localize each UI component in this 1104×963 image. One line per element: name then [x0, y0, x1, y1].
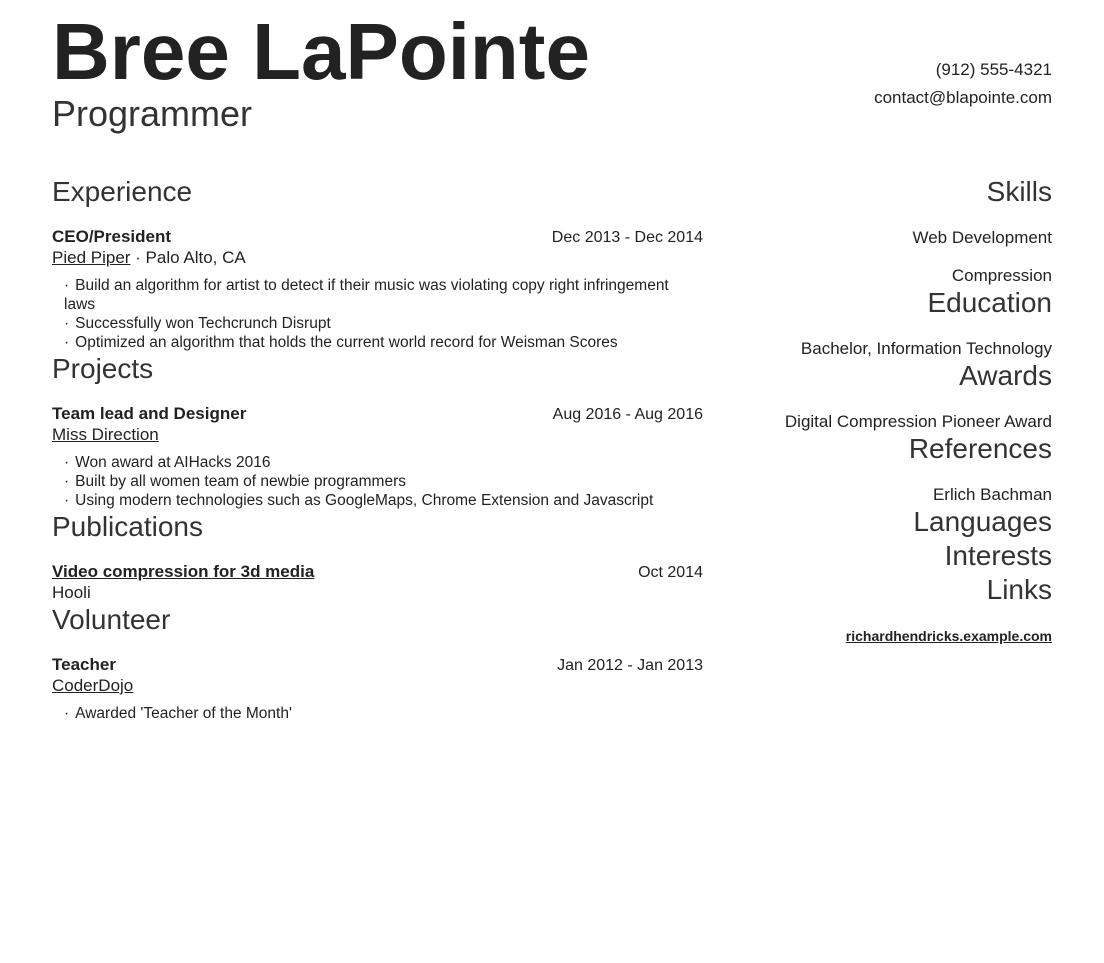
education-item: Bachelor, Information Technology [800, 339, 1052, 358]
entry-subtitle [52, 425, 703, 445]
section-volunteer [52, 603, 703, 723]
contact-block [874, 56, 1052, 112]
skills-section-title: Skills [986, 176, 1052, 207]
awards-section-title: Awards [959, 360, 1052, 391]
person-name: Bree LaPointe [52, 7, 590, 96]
person-role: Programmer [52, 93, 253, 134]
reference-item: Erlich Bachman [932, 485, 1052, 504]
skill-item: Compression [951, 266, 1052, 285]
entry-header [52, 655, 703, 676]
bullet-list [52, 704, 703, 723]
projects-section-title: Projects [52, 353, 154, 384]
content-columns [52, 175, 1052, 723]
bullet-item: · Using modern technologies such as GoogleMaps, Chrome Extension and Javascript [64, 491, 703, 510]
entry-date: Aug 2016 - Aug 2016 [552, 406, 703, 423]
section-skills [703, 175, 1052, 286]
section-references [703, 432, 1052, 505]
entry-header [52, 404, 703, 425]
entry-title: Team lead and Designer [52, 404, 247, 423]
section-education [703, 286, 1052, 359]
bullet-list [52, 453, 703, 510]
header [52, 7, 1052, 134]
section-projects [52, 352, 703, 510]
external-link[interactable]: richardhendricks.example.com [845, 628, 1052, 644]
project-entry [52, 404, 703, 510]
bullet-item: · Successfully won Techcrunch Disrupt [64, 314, 703, 333]
section-links [703, 573, 1052, 646]
volunteer-section-title: Volunteer [52, 604, 171, 635]
bullet-item: · Build an algorithm for artist to detect if their music was violating copy right infringement laws [64, 276, 703, 314]
volunteer-entry [52, 655, 703, 723]
entry-location: · Palo Alto, CA [130, 248, 246, 267]
references-section-title: References [908, 433, 1052, 464]
links-section-title: Links [986, 574, 1052, 605]
org-link[interactable]: Miss Direction [52, 425, 159, 444]
main-column [52, 175, 703, 723]
entry-date: Jan 2012 - Jan 2013 [557, 657, 703, 674]
experience-section-title: Experience [52, 176, 193, 207]
bullet-item: · Won award at AIHacks 2016 [64, 453, 703, 472]
side-column [703, 175, 1052, 723]
entry-subtitle [52, 676, 703, 696]
section-languages [703, 505, 1052, 539]
org-link[interactable]: CoderDojo [52, 676, 134, 695]
section-awards [703, 359, 1052, 432]
phone-number: (912) 555-4321 [935, 60, 1052, 79]
bullet-list [52, 276, 703, 352]
entry-header [52, 227, 703, 248]
org-link[interactable]: Pied Piper [52, 248, 131, 267]
entry-title: Teacher [52, 655, 116, 674]
award-item: Digital Compression Pioneer Award [784, 412, 1052, 431]
email-address: contact@blapointe.com [874, 88, 1052, 107]
entry-date: Oct 2014 [638, 564, 703, 581]
entry-title: CEO/President [52, 227, 172, 246]
publications-section-title: Publications [52, 511, 203, 542]
bullet-item: · Awarded 'Teacher of the Month' [64, 704, 703, 723]
entry-subtitle [52, 248, 703, 268]
section-interests [703, 539, 1052, 573]
experience-entry [52, 227, 703, 352]
entry-header [52, 562, 703, 583]
publication-entry [52, 562, 703, 603]
section-experience [52, 175, 703, 352]
identity-block [52, 7, 590, 134]
bullet-item: · Built by all women team of newbie programmers [64, 472, 703, 491]
languages-section-title: Languages [913, 506, 1052, 537]
section-publications [52, 510, 703, 603]
entry-date: Dec 2013 - Dec 2014 [551, 229, 703, 246]
skill-item: Web Development [912, 228, 1052, 247]
interests-section-title: Interests [944, 540, 1052, 571]
publication-title-link[interactable]: Video compression for 3d media [52, 562, 315, 581]
bullet-item: · Optimized an algorithm that holds the current world record for Weisman Scores [64, 333, 703, 352]
education-section-title: Education [927, 287, 1052, 318]
publisher-name: Hooli [52, 583, 91, 602]
